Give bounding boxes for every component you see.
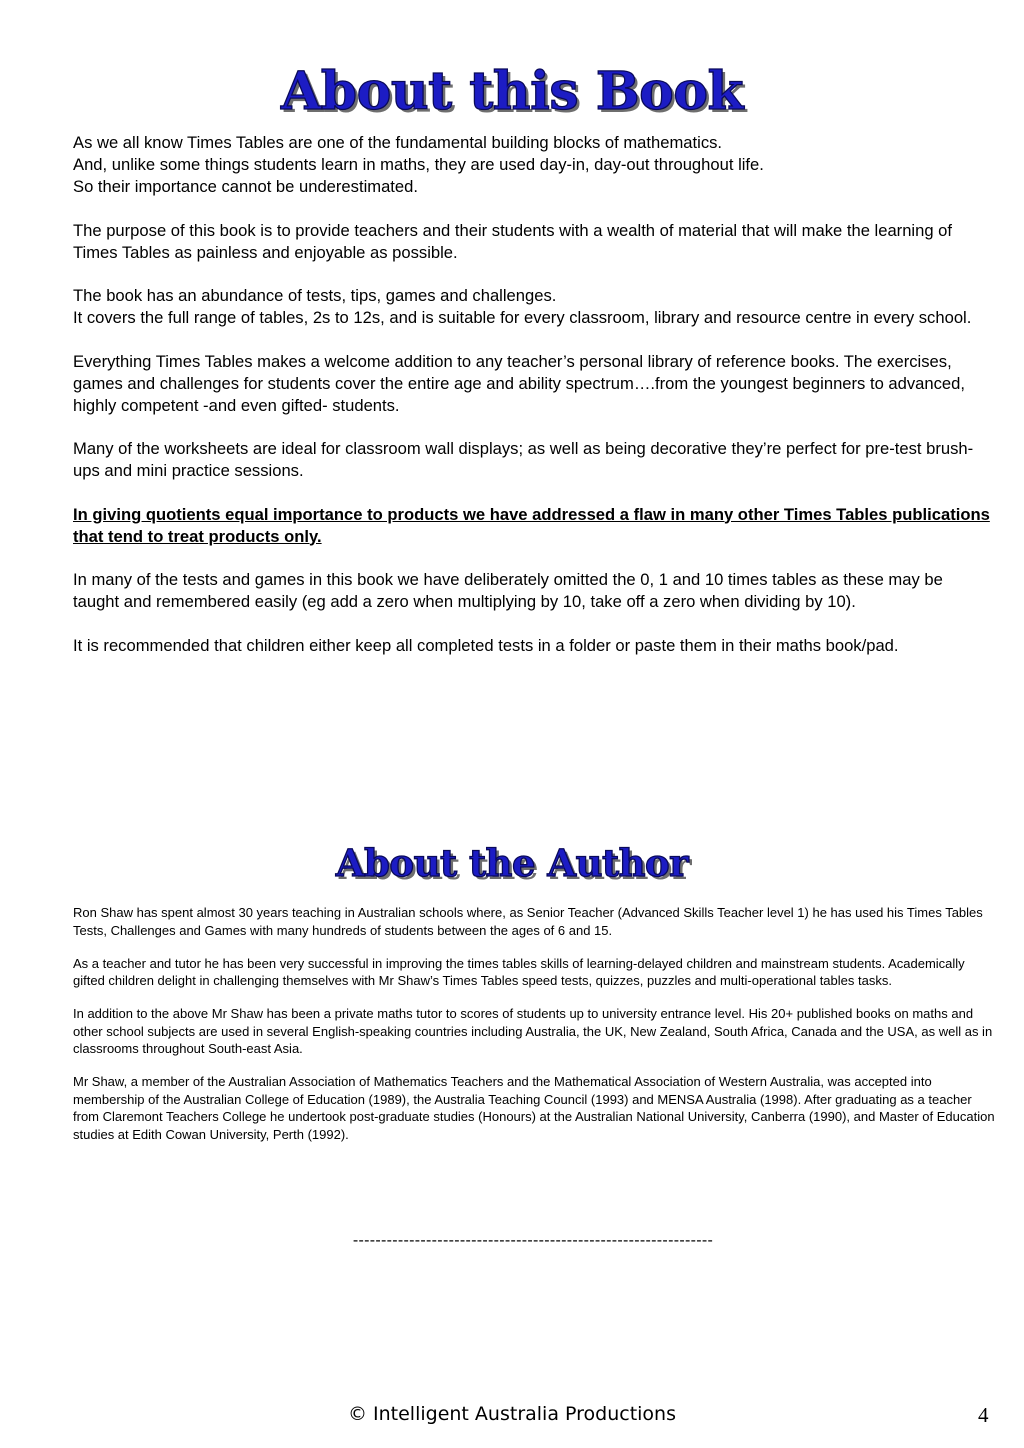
book-paragraph — [73, 285, 993, 329]
author-paragraph: Mr Shaw, a member of the Australian Association of Mathematics Teachers and the Mathematical Association of Western Australia, was accepted into membership of the Australian College of Education (1989), the Australia Teaching Council (1993) and MENSA Australia (1998). After graduating as a teacher from Claremont Teachers College he undertook post-graduate studies (Honours) at the Australian National University, Canberra (1990), and Master of Education studies at Edith Cowan University, Perth (1992). — [73, 1074, 995, 1142]
book-paragraph — [73, 569, 993, 613]
book-paragraph — [73, 635, 993, 657]
book-paragraph — [73, 438, 993, 482]
author-paragraph: As a teacher and tutor he has been very successful in improving the times tables skills of learning-delayed children and mainstream students. Academically gifted children delight in challenging themselves with Mr Shaw’s Times Tables speed tests, quizzes, puzzles and multi-operational tables tasks. — [73, 955, 965, 988]
footer-credit: © Intelligent Australia Productions — [347, 1403, 676, 1425]
book-section-title: About this Book — [280, 61, 744, 122]
book-section-body — [73, 132, 993, 678]
book-paragraph-line: And, unlike some things students learn in maths, they are used day-in, day-out throughout life. — [73, 155, 764, 174]
book-paragraph-line: Many of the worksheets are ideal for classroom wall displays; as well as being decorative they’re perfect for pre-test brush-ups and mini practice sessions. — [73, 439, 974, 480]
author-section-title: About the Author — [335, 841, 689, 885]
book-paragraph-line: So their importance cannot be underestimated. — [73, 177, 418, 196]
book-paragraph-line: It covers the full range of tables, 2s to 12s, and is suitable for every classroom, library and resource centre in every school. — [73, 308, 972, 327]
book-paragraph-line: Everything Times Tables makes a welcome addition to any teacher’s personal library of reference books. The exercises, games and challenges for students cover the entire age and ability spectrum….from the youngest beginners to advanced, highly competent -and even gifted- students. — [73, 351, 965, 415]
book-paragraph — [73, 351, 993, 417]
book-paragraph-line: The book has an abundance of tests, tips, games and challenges. — [73, 286, 557, 305]
book-emphasis-line: In giving quotients equal importance to products we have addressed a flaw in many other Times Tables publications that tend to treat products only. — [73, 504, 990, 546]
book-paragraph-line: It is recommended that children either keep all completed tests in a folder or paste them in their maths book/pad. — [73, 635, 899, 655]
book-paragraph — [73, 132, 993, 198]
book-emphasis-paragraph — [73, 504, 993, 548]
book-paragraph-line: In many of the tests and games in this book we have deliberately omitted the 0, 1 and 10 times tables as these may be taught and remembered easily (eg add a zero when multiplying by 10, take off a zero when dividing by 10). — [73, 570, 943, 611]
book-paragraph — [73, 220, 993, 264]
author-section-body — [73, 904, 998, 1159]
author-paragraph: In addition to the above Mr Shaw has been a private maths tutor to scores of students up to university entrance level. His 20+ published books on maths and other school subjects are used in several English-speaking countries including Australia, the UK, New Zealand, South Africa, Canada and the USA, as well as in classrooms throughout South-east Asia. — [73, 1006, 993, 1056]
book-paragraph-line: The purpose of this book is to provide teachers and their students with a wealth of material that will make the learning of Times Tables as painless and enjoyable as possible. — [73, 220, 953, 262]
page-number: 4 — [978, 1403, 989, 1427]
dashed-divider: ---------------------------------------------------------------- — [352, 1232, 714, 1249]
book-paragraph-line: As we all know Times Tables are one of the fundamental building blocks of mathematics. — [73, 133, 723, 152]
author-paragraph: Ron Shaw has spent almost 30 years teaching in Australian schools where, as Senior Teacher (Advanced Skills Teacher level 1) he has used his Times Tables Tests, Challenges and Games with many hundreds of students between the ages of 6 and 15. — [73, 905, 983, 938]
